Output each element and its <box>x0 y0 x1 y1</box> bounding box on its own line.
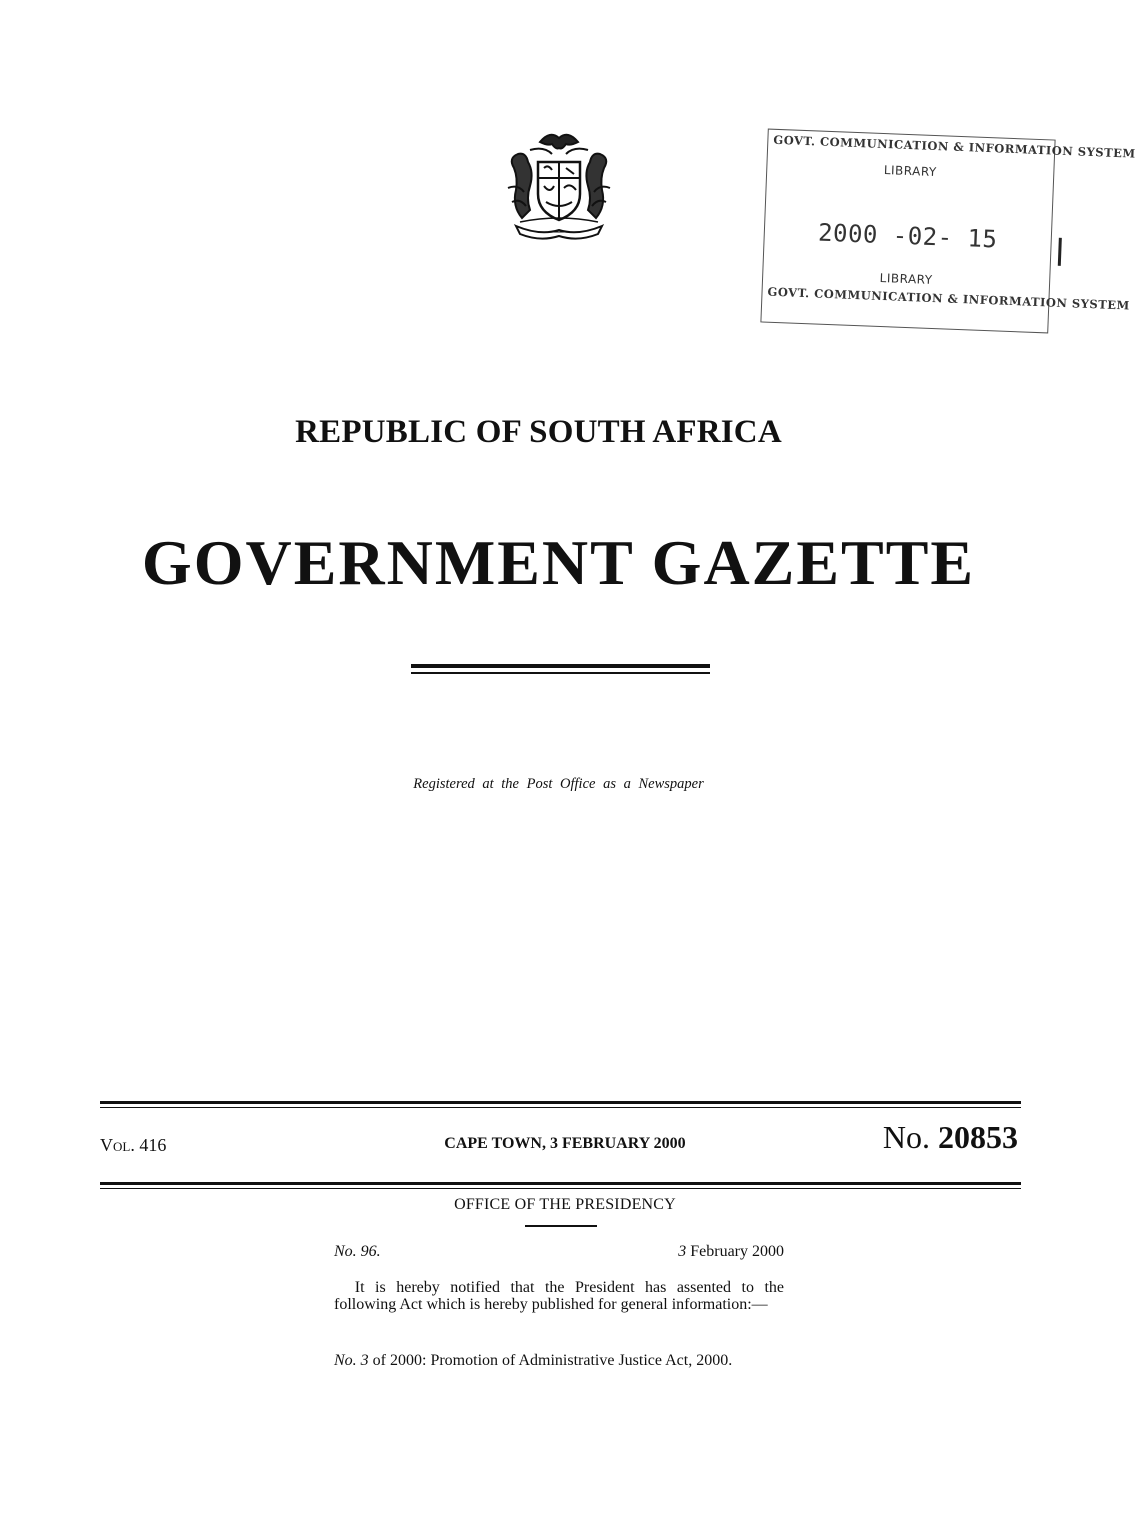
gazette-title: GOVERNMENT GAZETTE <box>141 527 976 598</box>
title-divider <box>411 664 710 674</box>
issue-number <box>822 1119 1018 1156</box>
stamp-date: 2000 -02- 15 <box>817 218 998 254</box>
office-divider <box>525 1225 597 1227</box>
masthead-top-rule-thin <box>100 1107 1021 1108</box>
stamp-bottom-band: GOVT. COMMUNICATION & INFORMATION SYSTEM <box>767 284 1131 313</box>
stamp-top-band: GOVT. COMMUNICATION & INFORMATION SYSTEM <box>773 132 1136 161</box>
office-heading: OFFICE OF THE PRESIDENCY <box>454 1196 676 1213</box>
notice-date-rest: February 2000 <box>690 1243 784 1260</box>
volume-value: 416 <box>139 1135 167 1155</box>
notice-date-day: 3 <box>678 1243 687 1260</box>
masthead-bottom-rule-thin <box>100 1188 1021 1189</box>
notice-number: No. 96. <box>334 1243 381 1260</box>
library-stamp <box>754 120 1136 341</box>
notice-body: It is hereby notified that the President has assented to the following Act which is hereby published for general information:— <box>334 1279 784 1313</box>
notice-date <box>600 1243 784 1261</box>
coat-of-arms-icon <box>500 128 618 242</box>
issue-number-value: 20853 <box>938 1119 1018 1155</box>
issue-number-label: No. <box>882 1119 930 1155</box>
masthead-top-rule <box>100 1101 1021 1104</box>
coat-of-arms-emblem <box>500 128 618 242</box>
act-title: of 2000: Promotion of Administrative Justice Act, 2000. <box>372 1352 733 1369</box>
stamp-bottom-label: LIBRARY <box>879 270 933 287</box>
stamp-top-label: LIBRARY <box>883 163 938 180</box>
country-name: REPUBLIC OF SOUTH AFRICA <box>295 414 782 450</box>
stamp-mark <box>1058 238 1062 266</box>
volume-label: Vol. <box>100 1135 135 1155</box>
volume-info <box>100 1135 166 1156</box>
registered-notice: Registered at the Post Office as a Newspaper <box>413 776 704 792</box>
act-number: No. 3 <box>334 1352 369 1369</box>
act-reference <box>334 1352 794 1370</box>
issue-place-date: CAPE TOWN, 3 FEBRUARY 2000 <box>444 1135 686 1152</box>
masthead-bottom-rule <box>100 1182 1021 1185</box>
